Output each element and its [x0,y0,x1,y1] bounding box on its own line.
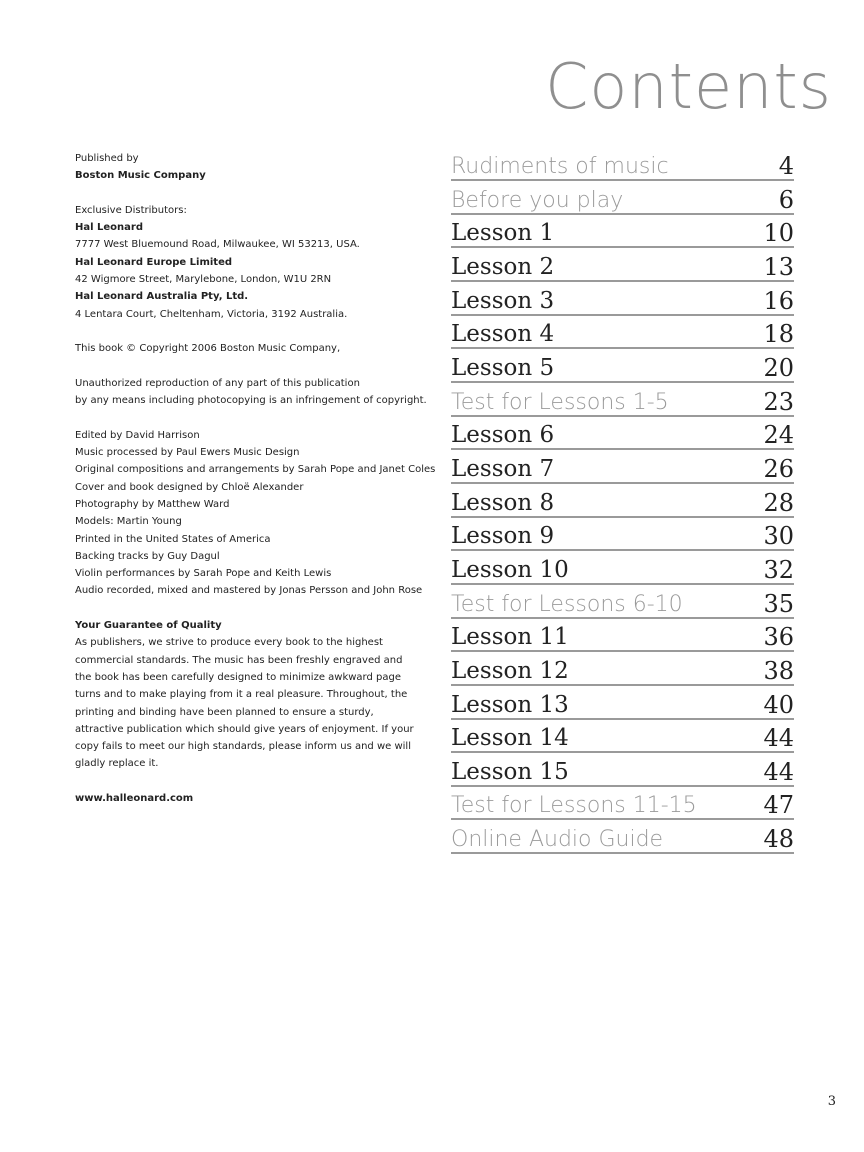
credit-line: Original compositions and arrangements by Sarah Pope and Janet Coles [75,464,436,476]
distributor-address: 42 Wigmore Street, Marylebone, London, W1U 2RN [75,274,332,286]
credit-line: Photography by Matthew Ward [75,498,230,510]
toc-entry-title: Test for Lessons 11-15 [451,793,697,819]
distributors-label: Exclusive Distributors: [75,204,187,216]
toc-entry-title: Lesson 15 [451,758,569,785]
toc-entry-page: 32 [763,555,794,584]
toc-entry-page: 13 [763,252,794,281]
credit-line: Printed in the United States of America [75,533,271,545]
toc-entry-page: 4 [778,152,794,180]
website-link[interactable]: www.halleonard.com [75,792,194,804]
credit-line: Music processed by Paul Ewers Music Design [75,447,300,459]
toc-entry-title: Lesson 14 [451,725,569,752]
credit-line: Audio recorded, mixed and mastered by Jonas Persson and John Rose [75,585,423,597]
toc-entry[interactable] [451,215,794,248]
copyright-warning: Unauthorized reproduction of any part of this publication [75,377,360,389]
toc-entry-page: 16 [763,286,794,315]
page-number: 3 [827,1094,836,1109]
toc-entry-title: Rudiments of music [451,154,669,179]
toc-entry-page: 40 [763,690,794,719]
quality-heading: Your Guarantee of Quality [75,620,222,632]
toc-entry[interactable] [451,720,794,753]
toc-entry-page: 24 [763,421,794,450]
page-title: Contents [545,50,832,123]
toc-entry-page: 36 [763,623,794,652]
published-by-label: Published by [75,153,139,164]
toc-entry[interactable] [451,485,794,518]
distributor-name: Hal Leonard Europe Limited [75,256,233,268]
distributor-name: Hal Leonard [75,222,144,234]
toc-entry[interactable] [451,821,794,854]
toc-entry-page: 26 [763,454,794,483]
toc-entry[interactable] [451,653,794,686]
publisher-name: Boston Music Company [75,170,206,182]
toc-entry-title: Test for Lessons 1-5 [451,389,669,415]
credit-line: Models: Martin Young [75,516,182,528]
toc-entry-title: Lesson 2 [451,253,555,280]
quality-text: As publishers, we strive to produce every book to the highest commercial standards. The music has been freshly engraved and the book has been carefully designed to minimize awkward page turns and to make playing from it a real pleasure. Throughout, the printing and binding have been planned to ensure a sturdy, attractive publication which should give years of enjoyment. If your copy fails to meet our high standards, please inform us and we will gladly replace it. [75,637,414,770]
toc-entry[interactable] [451,518,794,551]
toc-entry-page: 44 [763,724,794,753]
copyright-notice: This book © Copyright 2006 Boston Music Company, [75,343,341,355]
toc-entry-title: Lesson 12 [451,657,569,684]
toc-entry[interactable] [451,316,794,349]
toc-entry-page: 38 [763,656,794,685]
toc-entry-title: Lesson 3 [451,287,555,314]
toc-entry[interactable] [451,787,794,820]
toc-entry-title: Lesson 6 [451,422,555,449]
toc-entry[interactable] [451,384,794,417]
toc-entry[interactable] [451,754,794,787]
toc-entry-title: Before you play [451,187,624,213]
copyright-warning: by any means including photocopying is an infringement of copyright. [75,395,427,407]
credit-line: Backing tracks by Guy Dagul [75,550,220,562]
credit-line: Violin performances by Sarah Pope and Keith Lewis [75,568,332,580]
toc-entry[interactable] [451,417,794,450]
toc-entry-page: 23 [763,387,794,416]
toc-entry-page: 28 [763,488,794,517]
imprint-block [75,150,435,807]
toc-entry[interactable] [451,619,794,652]
toc-entry-page: 30 [763,522,794,551]
toc-entry[interactable] [451,249,794,282]
credit-line: Edited by David Harrison [75,429,200,441]
distributor-name: Hal Leonard Australia Pty, Ltd. [75,291,249,303]
toc-entry-page: 6 [778,185,794,214]
toc-entry-title: Lesson 8 [451,489,555,516]
distributor-address: 7777 West Bluemound Road, Milwaukee, WI 53213, USA. [75,239,360,251]
toc-entry-title: Lesson 4 [451,321,555,348]
credit-line: Cover and book designed by Chloë Alexander [75,481,304,493]
toc-entry-title: Lesson 13 [451,691,569,718]
toc-entry-page: 44 [763,757,794,786]
toc-entry-title: Lesson 11 [451,624,569,651]
toc-entry-page: 10 [763,219,794,248]
toc-entry[interactable] [451,350,794,383]
toc-entry-title: Lesson 9 [451,523,555,550]
toc-entry-page: 20 [763,353,794,382]
toc-entry[interactable] [451,451,794,484]
toc-entry-title: Lesson 7 [451,455,555,482]
toc-entry[interactable] [451,148,794,181]
toc-entry-page: 48 [763,825,794,854]
toc-entry[interactable] [451,283,794,316]
toc-entry-title: Online Audio Guide [451,827,664,853]
toc-entry[interactable] [451,182,794,215]
toc-entry-title: Lesson 1 [451,220,555,247]
distributor-address: 4 Lentara Court, Cheltenham, Victoria, 3192 Australia. [75,308,348,320]
toc-entry-title: Lesson 5 [451,354,555,381]
toc-entry[interactable] [451,552,794,585]
toc-entry-title: Lesson 10 [451,556,569,583]
toc-entry[interactable] [451,586,794,619]
table-of-contents [451,148,794,855]
toc-entry-page: 35 [763,589,794,618]
toc-entry[interactable] [451,687,794,720]
toc-entry-title: Test for Lessons 6-10 [451,591,683,617]
toc-entry-page: 47 [763,791,794,820]
toc-entry-page: 18 [763,320,794,349]
